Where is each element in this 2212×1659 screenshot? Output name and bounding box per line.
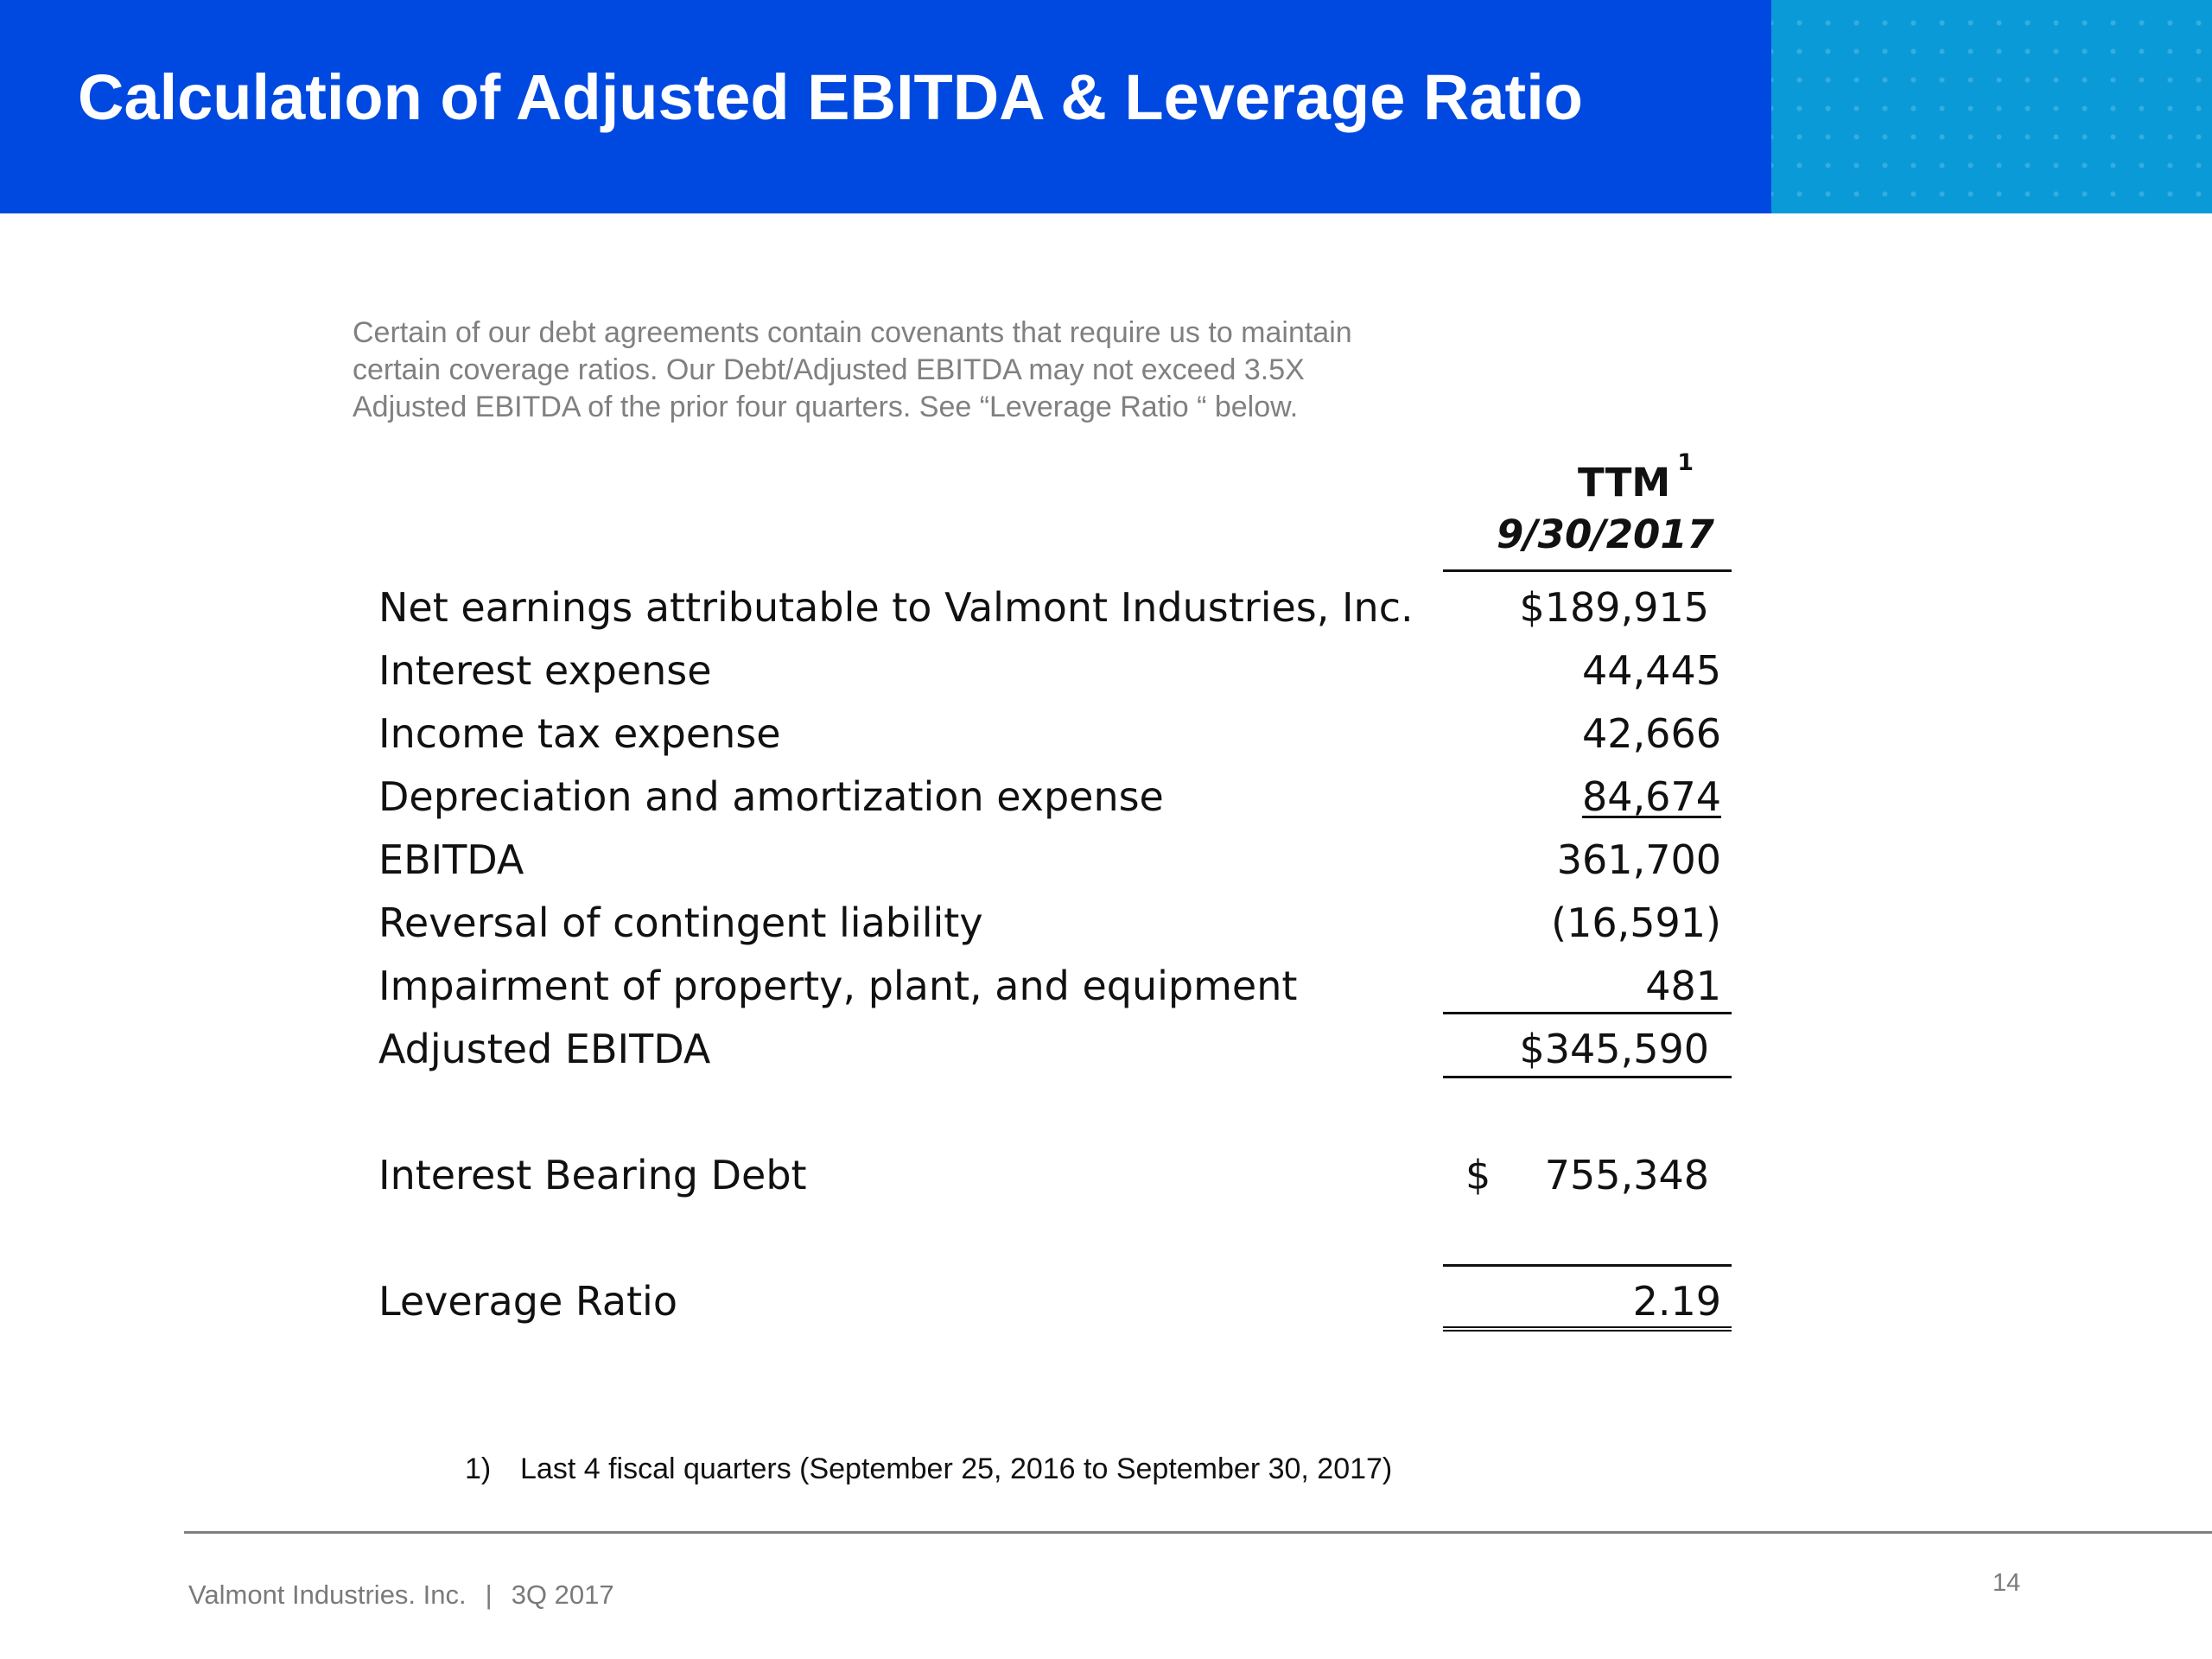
row-label-depreciation: Depreciation and amortization expense [378, 773, 1164, 820]
row-value-adjusted-ebitda: $345,590 [1519, 1026, 1709, 1072]
row-label-leverage-ratio: Leverage Ratio [378, 1278, 677, 1325]
row-label-interest-expense: Interest expense [378, 647, 712, 694]
row-value-leverage-ratio: 2.19 [1632, 1278, 1721, 1325]
row-label-income-tax: Income tax expense [378, 710, 781, 757]
page-number: 14 [1993, 1569, 2021, 1597]
row-value-contingent-liability: (16,591) [1551, 899, 1721, 946]
row-label-impairment: Impairment of property, plant, and equipment [378, 963, 1298, 1009]
row-currency-interest-bearing-debt: $ [1465, 1152, 1491, 1198]
footnote-ref: 1 [1677, 449, 1694, 476]
footnote-text: Last 4 fiscal quarters (September 25, 2016 to September 30, 2017) [520, 1452, 1393, 1485]
column-header-date: 9/30/2017 [1496, 512, 1714, 557]
footer-company: Valmont Industries. Inc. [188, 1580, 467, 1610]
intro-line: Adjusted EBITDA of the prior four quarters. See “Leverage Ratio “ below. [353, 391, 1299, 423]
leverage-double-rule [1443, 1326, 1732, 1332]
footnote [465, 1454, 1392, 1484]
footnote-number: 1) [465, 1452, 492, 1485]
leverage-top-rule [1443, 1264, 1732, 1267]
page-title: Calculation of Adjusted EBITDA & Leverage Ratio [78, 61, 1583, 133]
header-rule [1443, 569, 1732, 572]
intro-paragraph [353, 315, 1476, 426]
row-value-net-earnings: $189,915 [1519, 584, 1709, 631]
footer-caption [188, 1581, 614, 1608]
row-value-ebitda: 361,700 [1556, 836, 1721, 883]
column-header-ttm [1577, 449, 1694, 505]
row-value-interest-expense: 44,445 [1582, 647, 1721, 694]
row-value-depreciation: 84,674 [1582, 773, 1721, 820]
footer-period: 3Q 2017 [511, 1580, 614, 1610]
header-dot-pattern [1771, 0, 2212, 213]
column-header-label: TTM [1577, 460, 1671, 505]
footer-rule [184, 1531, 2212, 1534]
row-label-ebitda: EBITDA [378, 836, 524, 883]
intro-line: Certain of our debt agreements contain covenants that require us to maintain [353, 316, 1352, 349]
row-label-net-earnings: Net earnings attributable to Valmont Industries, Inc. [378, 584, 1414, 631]
row-value-income-tax: 42,666 [1582, 710, 1721, 757]
intro-line: certain coverage ratios. Our Debt/Adjusted EBITDA may not exceed 3.5X [353, 353, 1305, 386]
row-value-interest-bearing-debt: 755,348 [1544, 1152, 1709, 1198]
row-label-adjusted-ebitda: Adjusted EBITDA [378, 1026, 711, 1072]
subtotal-rule [1443, 1012, 1732, 1014]
total-rule [1443, 1076, 1732, 1078]
footer-separator: | [485, 1580, 493, 1610]
row-label-interest-bearing-debt: Interest Bearing Debt [378, 1152, 807, 1198]
row-value-impairment: 481 [1645, 963, 1721, 1009]
row-label-contingent-liability: Reversal of contingent liability [378, 899, 983, 946]
